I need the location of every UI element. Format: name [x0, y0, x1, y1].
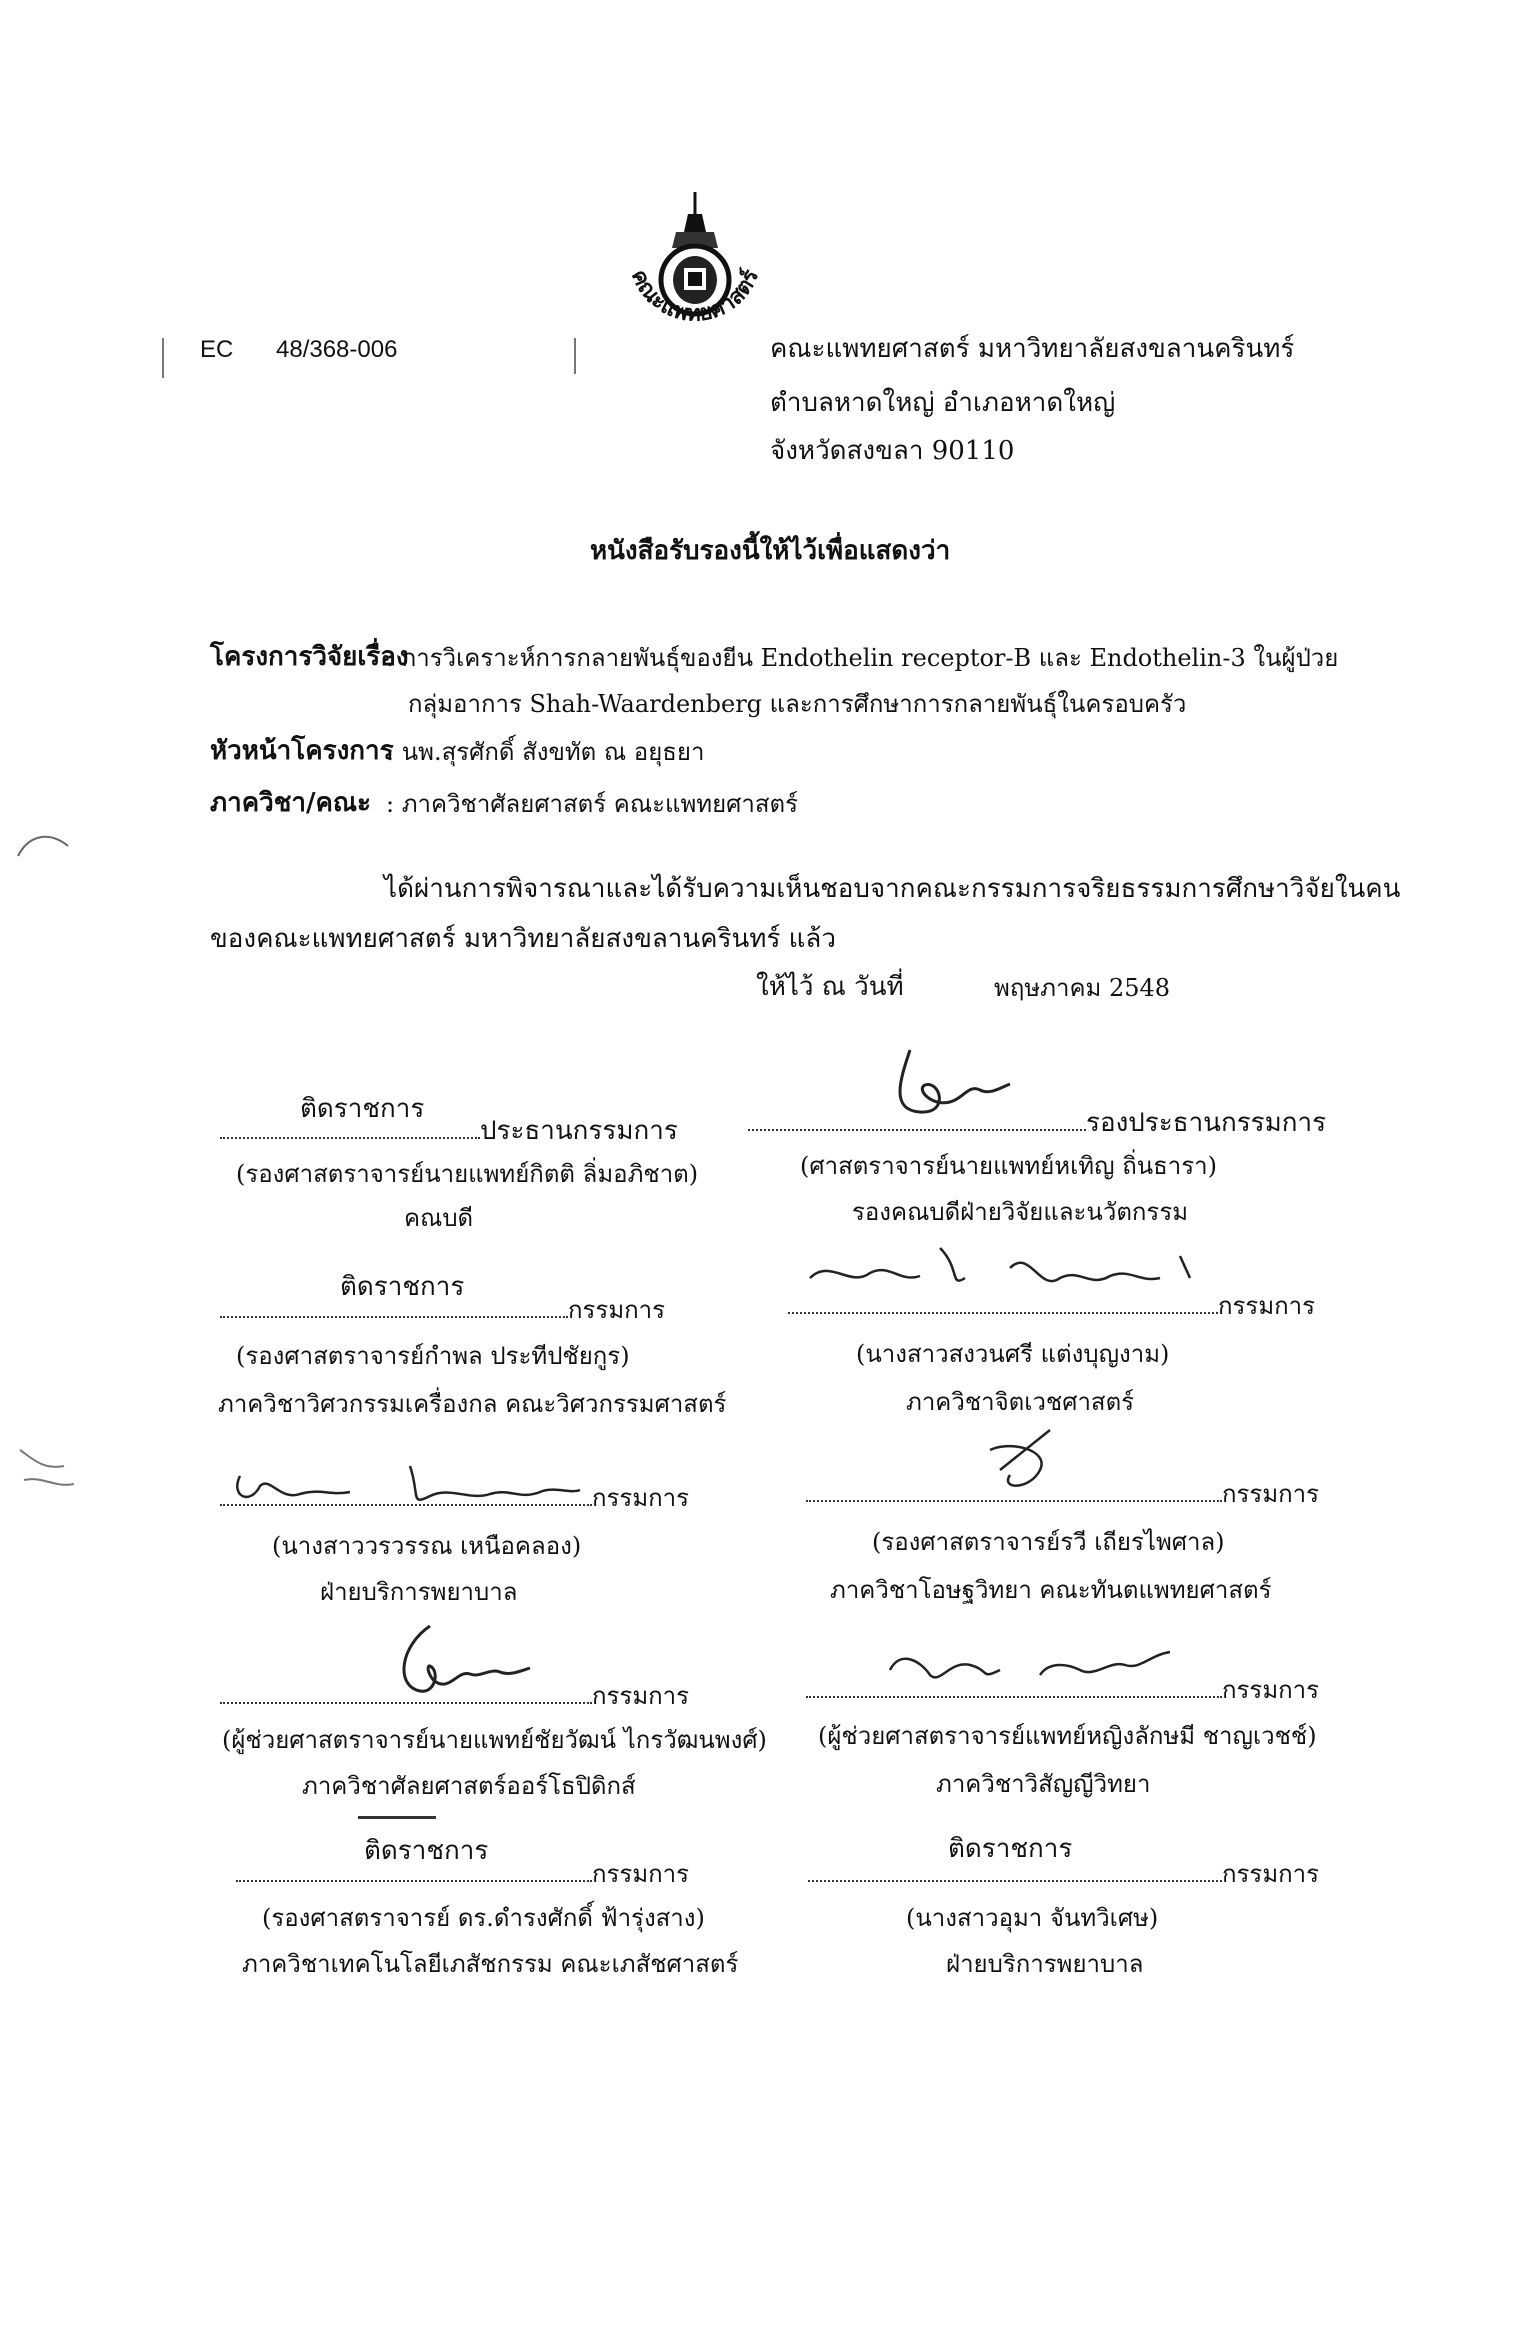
- address-line-2: ตำบลหาดใหญ่ อำเภอหาดใหญ่: [770, 388, 1116, 418]
- signatory-role: กรรมการ: [1222, 1860, 1320, 1888]
- signature-dots: [220, 1316, 568, 1318]
- signature-line-committee: [220, 1676, 689, 1715]
- signature-line-committee: [220, 1290, 665, 1329]
- ec-label: EC: [200, 336, 234, 363]
- ec-number: 48/368-006: [276, 336, 398, 363]
- signatory-position: ภาควิชาศัลยศาสตร์ออร์โธปิดิกส์: [302, 1772, 636, 1800]
- signatory-position: คณบดี: [404, 1204, 474, 1232]
- signatory-name: (รองศาสตราจารย์รวี เถียรไพศาล): [872, 1528, 1225, 1556]
- seal-text: คณะแพทยศาสตร์: [625, 265, 765, 327]
- signature-dots: [806, 1500, 1222, 1502]
- signatory-role: ประธานกรรมการ: [480, 1116, 678, 1146]
- signature-mark: ติดราชการ: [948, 1834, 1073, 1864]
- signatory-position: ภาควิชาเทคโนโลยีเภสัชกรรม คณะเภสัชศาสตร์: [242, 1950, 739, 1978]
- signatory-role: กรรมการ: [592, 1860, 690, 1888]
- signatory-position: ภาควิชาจิตเวชศาสตร์: [906, 1388, 1135, 1416]
- signature-line-vice-chairman: [748, 1102, 1326, 1143]
- signatory-name: (รองศาสตราจารย์ ดร.ดำรงศักดิ์ ฟ้ารุ่งสาง): [262, 1904, 705, 1932]
- signature-line-committee: [788, 1286, 1315, 1325]
- department-label: ภาควิชา/คณะ: [210, 788, 371, 818]
- leader-label: หัวหน้าโครงการ: [210, 736, 394, 766]
- strike-line: [358, 1816, 436, 1819]
- signature-dots: [220, 1504, 592, 1506]
- statement-line-1: ได้ผ่านการพิจารณาและได้รับความเห็นชอบจากคณะกรรมการจริยธรรมการศึกษาวิจัยในคน: [384, 874, 1401, 904]
- signatory-position: ภาควิชาโอษฐวิทยา คณะทันตแพทยศาสตร์: [830, 1576, 1272, 1604]
- project-title-line-1: : การวิเคราะห์การกลายพันธุ์ของยีน Endothelin receptor-B และ Endothelin-3 ในผู้ป่วย: [386, 644, 1339, 672]
- signatory-name: (นางสาวอุมา จันทวิเศษ): [906, 1904, 1159, 1932]
- signatory-role: กรรมการ: [1222, 1480, 1320, 1508]
- signature-dots: [748, 1129, 1086, 1131]
- signatory-position: ภาควิชาวิสัญญีวิทยา: [936, 1770, 1151, 1798]
- signatory-name: (นางสาววรวรรณ เหนือคลอง): [272, 1532, 582, 1560]
- signature-dots: [220, 1137, 480, 1139]
- signatory-name: (ผู้ช่วยศาสตราจารย์แพทย์หญิงลักษมี ชาญเวชช์): [818, 1722, 1317, 1750]
- signature-dots: [236, 1880, 592, 1882]
- scan-mark: [574, 338, 576, 374]
- signatory-role: กรรมการ: [592, 1682, 690, 1710]
- leader-value: : นพ.สุรศักดิ์ สังขทัต ณ อยุธยา: [386, 738, 705, 766]
- signatory-role: กรรมการ: [568, 1296, 666, 1324]
- signature-line-committee: [806, 1474, 1319, 1513]
- signature-line-committee: [236, 1854, 689, 1893]
- signature-line-committee: [806, 1670, 1319, 1709]
- signature-dots: [220, 1702, 592, 1704]
- statement-line-2: ของคณะแพทยศาสตร์ มหาวิทยาลัยสงขลานครินทร์ แล้ว: [210, 924, 836, 954]
- signatory-position: ฝ่ายบริการพยาบาล: [946, 1950, 1144, 1978]
- signatory-role: กรรมการ: [1222, 1676, 1320, 1704]
- signatory-position: รองคณบดีฝ่ายวิจัยและนวัตกรรม: [852, 1198, 1189, 1226]
- signatory-role: กรรมการ: [592, 1484, 690, 1512]
- given-at-label: ให้ไว้ ณ วันที่: [756, 972, 904, 1002]
- document-title: หนังสือรับรองนี้ให้ไว้เพื่อแสดงว่า: [590, 536, 951, 566]
- project-title-line-2: กลุ่มอาการ Shah-Waardenberg และการศึกษาการกลายพันธุ์ในครอบครัว: [408, 690, 1187, 718]
- signature-line-chairman: [220, 1110, 678, 1151]
- signatory-position: ภาควิชาวิศวกรรมเครื่องกล คณะวิศวกรรมศาสตร์: [218, 1390, 727, 1418]
- signatory-name: (ศาสตราจารย์นายแพทย์หเทิญ ถิ่นธารา): [800, 1152, 1217, 1180]
- signatory-role: กรรมการ: [1218, 1292, 1316, 1320]
- scan-mark: [162, 338, 164, 378]
- address-line-1: คณะแพทยศาสตร์ มหาวิทยาลัยสงขลานครินทร์: [770, 334, 1295, 364]
- project-label: โครงการวิจัยเรื่อง: [210, 642, 409, 672]
- scan-artifact: [14, 1440, 84, 1500]
- address-line-3: จังหวัดสงขลา 90110: [770, 436, 1015, 466]
- signatory-name: (นางสาวสงวนศรี แต่งบุญงาม): [856, 1340, 1170, 1368]
- signatory-position: ฝ่ายบริการพยาบาล: [320, 1578, 518, 1606]
- signature-line-committee: [808, 1854, 1319, 1893]
- department-value: : ภาควิชาศัลยศาสตร์ คณะแพทยศาสตร์: [386, 790, 798, 818]
- signatory-name: (รองศาสตราจารย์นายแพทย์กิตติ ลิ่มอภิชาต): [236, 1160, 699, 1188]
- signature-mark: ติดราชการ: [364, 1836, 489, 1866]
- scan-artifact: [14, 816, 74, 866]
- signature-mark: ติดราชการ: [300, 1094, 425, 1124]
- issue-date: พฤษภาคม 2548: [994, 974, 1171, 1002]
- faculty-seal-icon: [610, 188, 780, 348]
- signatory-name: (รองศาสตราจารย์กำพล ประทีปชัยกูร): [236, 1342, 630, 1370]
- signatory-name: (ผู้ช่วยศาสตราจารย์นายแพทย์ชัยวัฒน์ ไกรวัฒนพงศ์): [222, 1726, 767, 1754]
- signature-dots: [806, 1696, 1222, 1698]
- signature-mark: ติดราชการ: [340, 1272, 465, 1302]
- signature-dots: [788, 1312, 1218, 1314]
- signatory-role: รองประธานกรรมการ: [1086, 1108, 1327, 1138]
- signature-dots: [808, 1880, 1222, 1882]
- signature-line-committee: [220, 1478, 689, 1517]
